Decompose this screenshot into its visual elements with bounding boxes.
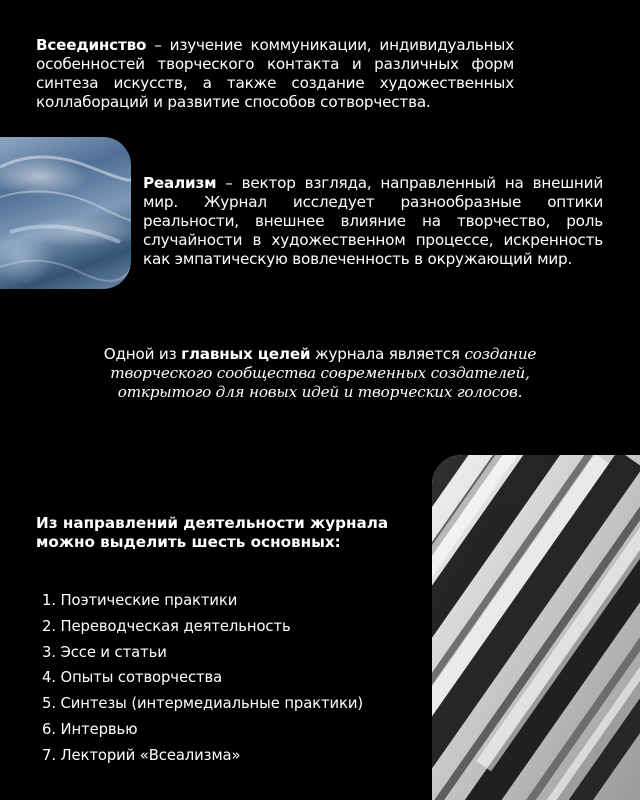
realism-text: – вектор взгляда, направленный на внешний мир. Журнал исследует разнообразные оптики реальности, внешнее влияние на творчество, роль случайности в художественном процессе, искренность как эмпатическую вовлеченность в окружающий мир. [143,174,603,268]
directions-title: Из направлений деятельности журнала можно выделить шесть основных: [36,514,389,551]
goal-prefix: Одной из [103,345,182,363]
intro-text: – изучение коммуникации, индивидуальных особенностей творческого контакта и различных форм синтеза искусств, а также создание художественных коллабораций и развитие способов сотворчества. [36,36,514,111]
goal-middle: журнала является [310,345,465,363]
list-item: 6. Интервью [42,720,138,738]
realism-paragraph [143,174,603,269]
list-item: 2. Переводческая деятельность [42,617,291,635]
piano-keys-image [432,455,640,800]
intro-term: Всеединство [36,36,147,54]
list-item: 1. Поэтические практики [42,592,238,609]
goal-paragraph [70,345,570,402]
list-item: 3. Эссе и статьи [42,643,167,661]
list-item: 5. Синтезы (интермедиальные практики) [42,695,364,713]
directions-list [42,588,363,769]
ice-texture-image [0,137,131,289]
list-item: 4. Опыты сотворчества [42,669,223,687]
intro-paragraph [36,36,514,112]
goal-emphasis: главных целей [181,345,311,363]
list-item: 7. Лекторий «Всеализма» [42,746,241,764]
goal-italic: создание творческого сообщества современных создателей, открытого для новых идей и творческих голосов. [110,345,537,401]
realism-term: Реализм [143,174,217,192]
